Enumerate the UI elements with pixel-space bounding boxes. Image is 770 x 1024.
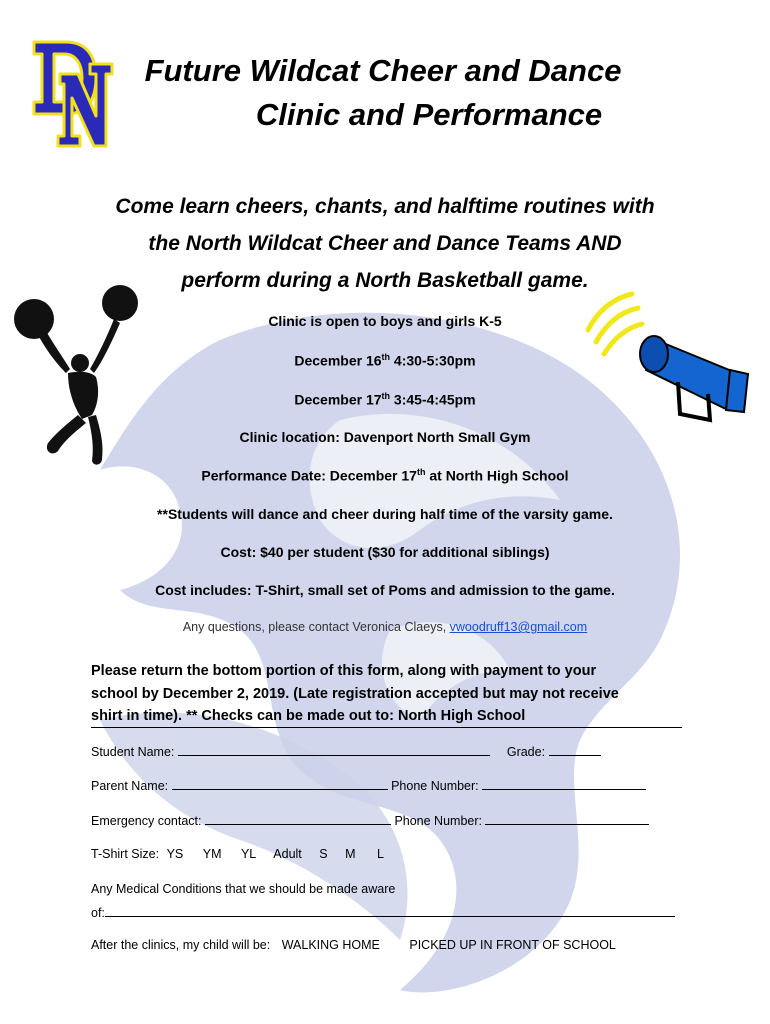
medical-label-line1: Any Medical Conditions that we should be made aware: [91, 882, 396, 896]
parent-name-field[interactable]: [172, 777, 388, 790]
tshirt-size-row: [91, 847, 384, 861]
subtitle-line2: the North Wildcat Cheer and Dance Teams AND: [148, 232, 622, 255]
after-clinic-row: [91, 938, 616, 952]
phone-number-2-label: Phone Number:: [394, 814, 482, 828]
option-walking-home[interactable]: WALKING HOME: [281, 938, 380, 952]
student-name-field[interactable]: [178, 743, 490, 756]
after-clinic-label: After the clinics, my child will be:: [91, 938, 271, 952]
student-name-row: [91, 743, 601, 759]
return-notice-line3: shirt in time). ** Checks can be made out to: North High School: [91, 708, 526, 724]
return-notice-line1: Please return the bottom portion of this form, along with payment to your: [91, 663, 597, 679]
subtitle-line3: perform during a North Basketball game.: [181, 269, 589, 292]
medical-row: [91, 904, 675, 920]
grade-field[interactable]: [549, 743, 601, 756]
medical-conditions-field[interactable]: [105, 904, 675, 917]
parent-name-label: Parent Name:: [91, 779, 169, 793]
return-notice-line2: school by December 2, 2019. (Late registration accepted but may not receive: [91, 685, 619, 702]
phone-number-field[interactable]: [482, 777, 646, 790]
grade-label: Grade:: [506, 745, 546, 759]
medical-label-line2: of:: [91, 906, 105, 920]
emergency-row: [91, 812, 649, 828]
cost-text: Cost: $40 per student ($30 for additional siblings): [220, 544, 550, 560]
tshirt-size-label: T-Shirt Size:: [91, 847, 160, 861]
student-name-label: Student Name:: [91, 745, 175, 759]
students-note: **Students will dance and cheer during half time of the varsity game.: [157, 506, 613, 522]
size-option-l[interactable]: L: [377, 847, 384, 861]
clinic-location: Clinic location: Davenport North Small Gym: [239, 429, 531, 445]
eligibility-text: Clinic is open to boys and girls K-5: [268, 313, 502, 329]
performance-date: Performance Date: December 17th at North High School: [201, 467, 569, 484]
divider: [91, 727, 682, 728]
size-option-yl[interactable]: YL: [240, 847, 256, 861]
parent-name-row: [91, 777, 646, 793]
return-notice: [91, 660, 691, 728]
size-option-ym[interactable]: YM: [202, 847, 222, 861]
page-title-line1: Future Wildcat Cheer and Dance: [144, 53, 622, 88]
phone-number-2-field[interactable]: [485, 812, 649, 825]
option-picked-up[interactable]: PICKED UP IN FRONT OF SCHOOL: [409, 938, 616, 952]
size-option-m[interactable]: M: [345, 847, 356, 861]
emergency-contact-field[interactable]: [205, 812, 391, 825]
size-option-ys[interactable]: YS: [166, 847, 184, 861]
clinic-date-1: December 16th 4:30-5:30pm: [294, 352, 476, 369]
emergency-contact-label: Emergency contact:: [91, 814, 202, 828]
clinic-date-2: December 17th 3:45-4:45pm: [294, 391, 476, 408]
size-option-s[interactable]: S: [319, 847, 328, 861]
contact-line: Any questions, please contact Veronica Claeys, vwoodruff13@gmail.com: [182, 620, 588, 634]
subtitle-line1: Come learn cheers, chants, and halftime routines with: [115, 195, 655, 218]
page-title-line2: Clinic and Performance: [255, 97, 603, 132]
contact-email-link[interactable]: vwoodruff13@gmail.com: [449, 620, 588, 634]
phone-number-label: Phone Number:: [391, 779, 479, 793]
subtitle: [80, 188, 690, 299]
cost-includes-text: Cost includes: T-Shirt, small set of Poms and admission to the game.: [155, 582, 615, 598]
size-option-adult[interactable]: Adult: [273, 847, 302, 861]
